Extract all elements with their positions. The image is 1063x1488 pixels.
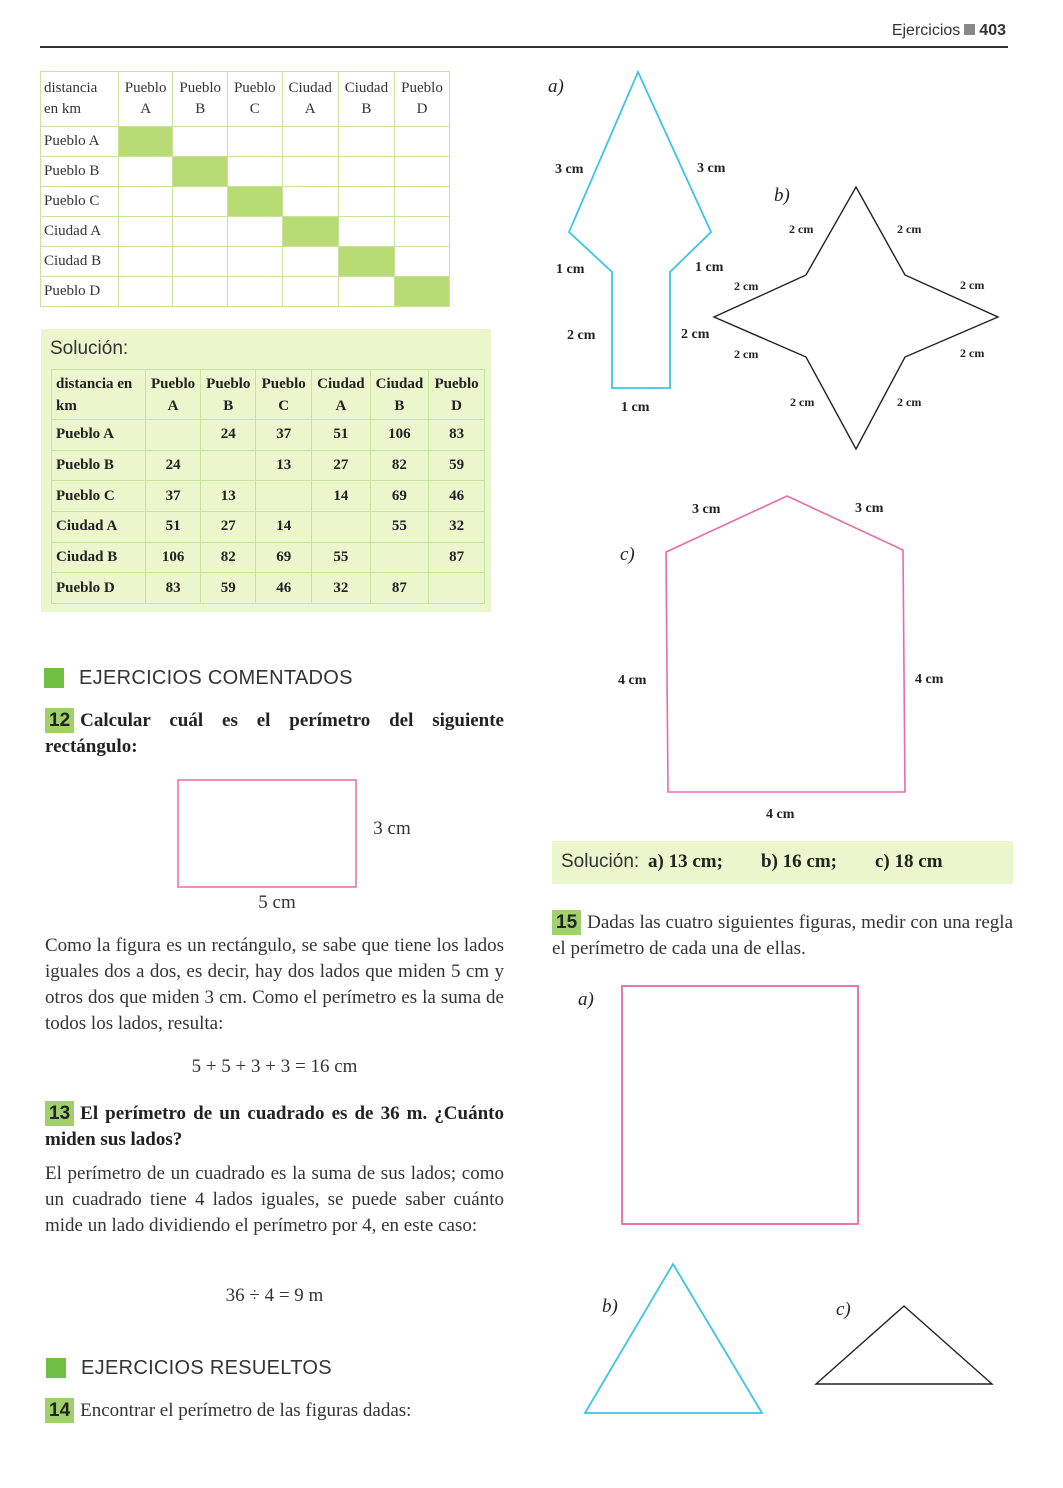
- distance-cell: 51: [312, 420, 371, 451]
- table-header-cell: Pueblo C: [227, 72, 282, 127]
- row-label: Ciudad B: [41, 247, 119, 277]
- rectangle-width-label: 5 cm: [258, 892, 296, 913]
- table-header-cell: Pueblo A: [118, 72, 173, 127]
- dimension-label: 4 cm: [618, 673, 647, 688]
- row-label: Ciudad A: [52, 512, 146, 543]
- table-row: [52, 542, 485, 573]
- solution-answer: b) 16 cm;: [761, 851, 837, 872]
- page-number: 403: [979, 22, 1006, 39]
- dimension-label: 2 cm: [681, 327, 710, 342]
- distance-cell: [146, 420, 201, 451]
- exercise-number: 15: [552, 910, 581, 935]
- exercise-number: 12: [45, 708, 74, 733]
- diagonal-cell: [118, 127, 173, 157]
- exercise-15-statement: 15 Dadas las cuatro siguientes figuras, medir con una regla el perímetro de cada una de ellas.: [552, 912, 1013, 959]
- table-row: [52, 573, 485, 604]
- dimension-label: 2 cm: [897, 222, 922, 236]
- row-label: Pueblo A: [52, 420, 146, 451]
- distance-cell: 32: [312, 573, 371, 604]
- row-label: Pueblo D: [41, 277, 119, 307]
- table-header-cell: Pueblo C: [256, 370, 312, 420]
- diagonal-cell: [227, 187, 282, 217]
- solution-answer: a) 13 cm;: [648, 851, 723, 872]
- diagonal-cell: [282, 217, 338, 247]
- table-row: [52, 420, 485, 451]
- table-row: [41, 127, 450, 157]
- distance-cell: 59: [429, 450, 485, 481]
- triangle-shape: [585, 1264, 762, 1413]
- dimension-label: 2 cm: [897, 395, 922, 409]
- distance-cell: 32: [429, 512, 485, 543]
- dimension-label: 2 cm: [789, 222, 814, 236]
- figure-letter: a): [578, 989, 594, 1010]
- running-head: [892, 22, 1006, 40]
- distance-cell: 106: [146, 542, 201, 573]
- square-shape: [622, 986, 858, 1224]
- distance-cell: 46: [256, 573, 312, 604]
- section-heading-resueltos: EJERCICIOS RESUELTOS: [81, 1357, 332, 1380]
- distance-cell: 55: [370, 512, 429, 543]
- table-row: [41, 247, 450, 277]
- distance-cell: 87: [429, 542, 485, 573]
- section-square-icon: [44, 668, 64, 688]
- diagonal-cell: [338, 247, 394, 277]
- distance-cell: [312, 512, 371, 543]
- distance-cell: [370, 542, 429, 573]
- figure-letter: c): [836, 1299, 851, 1320]
- distance-cell: 13: [201, 481, 256, 512]
- distance-cell: 83: [429, 420, 485, 451]
- dimension-label: 3 cm: [697, 161, 726, 176]
- exercise-14-statement: 14 Encontrar el perímetro de las figuras dadas:: [45, 1398, 504, 1424]
- table-header-cell: Ciudad A: [312, 370, 371, 420]
- row-label: Pueblo D: [52, 573, 146, 604]
- distance-cell: 82: [201, 542, 256, 573]
- page-header: [40, 20, 1008, 48]
- distance-cell: 13: [256, 450, 312, 481]
- distance-cell: 59: [201, 573, 256, 604]
- figure-letter: c): [620, 544, 635, 565]
- distance-table-solution: [51, 369, 485, 604]
- figure-letter: b): [602, 1296, 618, 1317]
- table-row: [41, 157, 450, 187]
- figure-letter: a): [548, 76, 564, 97]
- dimension-label: 2 cm: [960, 346, 985, 360]
- exercise-12-title: 12 Calcular cuál es el perímetro del siguiente rectángulo:: [45, 710, 504, 757]
- rectangle-height-label: 3 cm: [373, 818, 411, 839]
- table-row: [41, 187, 450, 217]
- table-header-cell: Pueblo A: [146, 370, 201, 420]
- table-row: [41, 277, 450, 307]
- distance-cell: 24: [146, 450, 201, 481]
- solution-label: Solución:: [561, 851, 640, 872]
- row-label: Pueblo B: [52, 450, 146, 481]
- distance-cell: 14: [312, 481, 371, 512]
- diagonal-cell: [395, 277, 450, 307]
- table-header-cell: Ciudad B: [370, 370, 429, 420]
- distance-cell: 37: [146, 481, 201, 512]
- table-header-cell: Pueblo D: [395, 72, 450, 127]
- header-square-icon: [964, 24, 975, 35]
- obtuse-triangle-shape: [816, 1306, 992, 1384]
- row-label: Ciudad A: [41, 217, 119, 247]
- house-shape: [666, 496, 905, 792]
- table-header-cell: distancia en km: [52, 370, 146, 420]
- dimension-label: 3 cm: [692, 502, 721, 517]
- table-header-cell: Pueblo B: [173, 72, 228, 127]
- row-label: Pueblo A: [41, 127, 119, 157]
- distance-cell: 69: [256, 542, 312, 573]
- table-row: [52, 450, 485, 481]
- table-header-cell: distancia en km: [41, 72, 119, 127]
- table-header-cell: Pueblo B: [201, 370, 256, 420]
- distance-cell: 83: [146, 573, 201, 604]
- exercise-number: 14: [45, 1398, 74, 1423]
- dimension-label: 3 cm: [855, 501, 884, 516]
- row-label: Ciudad B: [52, 542, 146, 573]
- dimension-label: 2 cm: [567, 328, 596, 343]
- dimension-label: 1 cm: [556, 262, 585, 277]
- row-label: Pueblo C: [41, 187, 119, 217]
- dimension-label: 4 cm: [766, 807, 795, 822]
- table-row: [52, 512, 485, 543]
- distance-cell: 82: [370, 450, 429, 481]
- exercise-12-explanation: Como la figura es un rectángulo, se sabe que tiene los lados iguales dos a dos, es decir, hay dos lados que miden 5 cm y otros dos que miden 3 cm. Como el perímetro es la suma de todos los lados, resulta:: [45, 935, 504, 1034]
- distance-cell: 46: [429, 481, 485, 512]
- distance-cell: 55: [312, 542, 371, 573]
- dimension-label: 2 cm: [960, 278, 985, 292]
- solution-box-distances: [41, 329, 491, 612]
- section-square-icon: [46, 1358, 66, 1378]
- exercise-13-title: 13 El perímetro de un cuadrado es de 36 m. ¿Cuánto miden sus lados?: [45, 1103, 504, 1150]
- distance-cell: 51: [146, 512, 201, 543]
- row-label: Pueblo C: [52, 481, 146, 512]
- solution-label: Solución:: [50, 338, 129, 359]
- arrow-shape: [569, 72, 711, 388]
- distance-cell: 14: [256, 512, 312, 543]
- dimension-label: 2 cm: [734, 347, 759, 361]
- distance-cell: 106: [370, 420, 429, 451]
- dimension-label: 2 cm: [734, 279, 759, 293]
- distance-cell: 87: [370, 573, 429, 604]
- solution-box-perimeters: [552, 841, 1013, 884]
- dimension-label: 1 cm: [621, 400, 650, 415]
- distance-cell: 27: [201, 512, 256, 543]
- distance-cell: 69: [370, 481, 429, 512]
- dimension-label: 1 cm: [695, 260, 724, 275]
- dimension-label: 2 cm: [790, 395, 815, 409]
- dimension-label: 4 cm: [915, 672, 944, 687]
- distance-cell: 37: [256, 420, 312, 451]
- exercise-13-formula: 36 ÷ 4 = 9 m: [225, 1285, 324, 1306]
- distance-cell: [201, 450, 256, 481]
- rectangle-shape: [178, 780, 356, 887]
- distance-cell: 27: [312, 450, 371, 481]
- dimension-label: 3 cm: [555, 162, 584, 177]
- distance-cell: [429, 573, 485, 604]
- exercise-13-explanation: El perímetro de un cuadrado es la suma de sus lados; como un cuadrado tiene 4 lados iguales, se puede saber cuánto mide un lado dividiendo el perímetro por 4, en este caso:: [45, 1163, 504, 1236]
- diagonal-cell: [173, 157, 228, 187]
- distance-cell: [256, 481, 312, 512]
- table-row: [52, 481, 485, 512]
- star-shape: [714, 187, 998, 449]
- distance-table-blank: [40, 71, 450, 307]
- table-header-cell: Ciudad B: [338, 72, 394, 127]
- section-name: Ejercicios: [891, 22, 961, 39]
- distance-cell: 24: [201, 420, 256, 451]
- table-header-cell: Pueblo D: [429, 370, 485, 420]
- row-label: Pueblo B: [41, 157, 119, 187]
- figure-letter: b): [774, 185, 790, 206]
- solution-answer: c) 18 cm: [875, 851, 943, 872]
- exercise-12-formula: 5 + 5 + 3 + 3 = 16 cm: [191, 1056, 358, 1077]
- table-header-cell: Ciudad A: [282, 72, 338, 127]
- exercise-number: 13: [45, 1101, 74, 1126]
- table-row: [41, 217, 450, 247]
- section-heading-comentados: EJERCICIOS COMENTADOS: [79, 667, 353, 690]
